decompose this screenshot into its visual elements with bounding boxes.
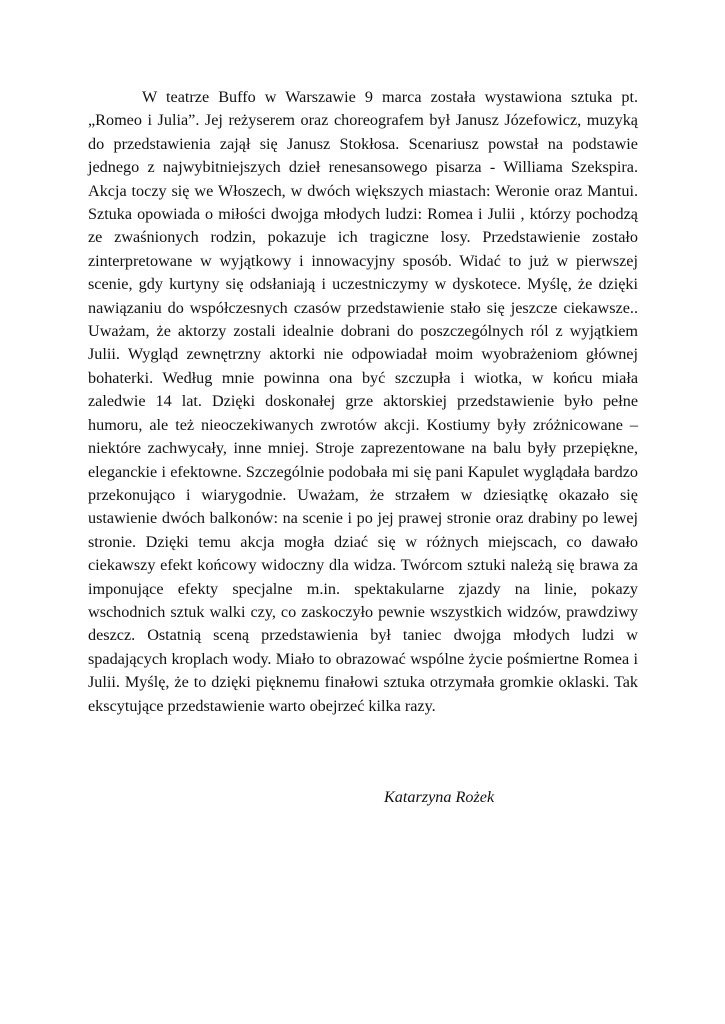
essay-body [88,86,638,718]
essay-paragraph: W teatrze Buffo w Warszawie 9 marca została wystawiona sztuka pt. „Romeo i Julia”. Jej reżyserem oraz choreografem był Janusz Józefowicz, muzyką do przedstawienia zajął się Janusz Stokłosa. Scenariusz powstał na podstawie jednego z najwybitniejszych dzieł renesansowego pisarza - Williama Szekspira. Akcja toczy się we Włoszech, w dwóch większych miastach: Weronie oraz Mantui. Sztuka opowiada o miłości dwojga młodych ludzi: Romea i Julii , którzy pochodzą ze zwaśnionych rodzin, pokazuje ich tragiczne losy. Przedstawienie zostało zinterpretowane w wyjątkowy i innowacyjny sposób. Widać to już w pierwszej scenie, gdy kurtyny się odsłaniają i uczestniczymy w dyskotece. Myślę, że dzięki nawiązaniu do współczesnych czasów przedstawienie stało się jeszcze ciekawsze.. Uważam, że aktorzy zostali idealnie dobrani do poszczególnych ról z wyjątkiem Julii. Wygląd zewnętrzny aktorki nie odpowiadał moim wyobrażeniom głównej bohaterki. Według mnie powinna ona być szczupła i wiotka, w końcu miała zaledwie 14 lat. Dzięki doskonałej grze aktorskiej przedstawienie było pełne humoru, ale też nieoczekiwanych zwrotów akcji. Kostiumy były zróżnicowane – niektóre zachwycały, inne mniej. Stroje zaprezentowane na balu były przepiękne, eleganckie i efektowne. Szczególnie podobała mi się pani Kapulet wyglądała bardzo przekonująco i wiarygodnie. Uważam, że strzałem w dziesiątkę okazało się ustawienie dwóch balkonów: na scenie i po jej prawej stronie oraz drabiny po lewej stronie. Dzięki temu akcja mogła dziać się w różnych miejscach, co dawało ciekawszy efekt końcowy widoczny dla widza. Twórcom sztuki należą się brawa za imponujące efekty specjalne m.in. spektakularne zjazdy na linie, pokazy wschodnich sztuk walki czy, co zaskoczyło pewnie wszystkich widzów, prawdziwy deszcz. Ostatnią sceną przedstawienia był taniec dwojga młodych ludzi w spadających kroplach wody. Miało to obrazować wspólne życie pośmiertne Romea i Julii. Myślę, że to dzięki pięknemu finałowi sztuka otrzymała gromkie oklaski. Tak ekscytujące przedstawienie warto obejrzeć kilka razy. [88,88,638,715]
author-signature: Katarzyna Rożek [384,788,495,806]
